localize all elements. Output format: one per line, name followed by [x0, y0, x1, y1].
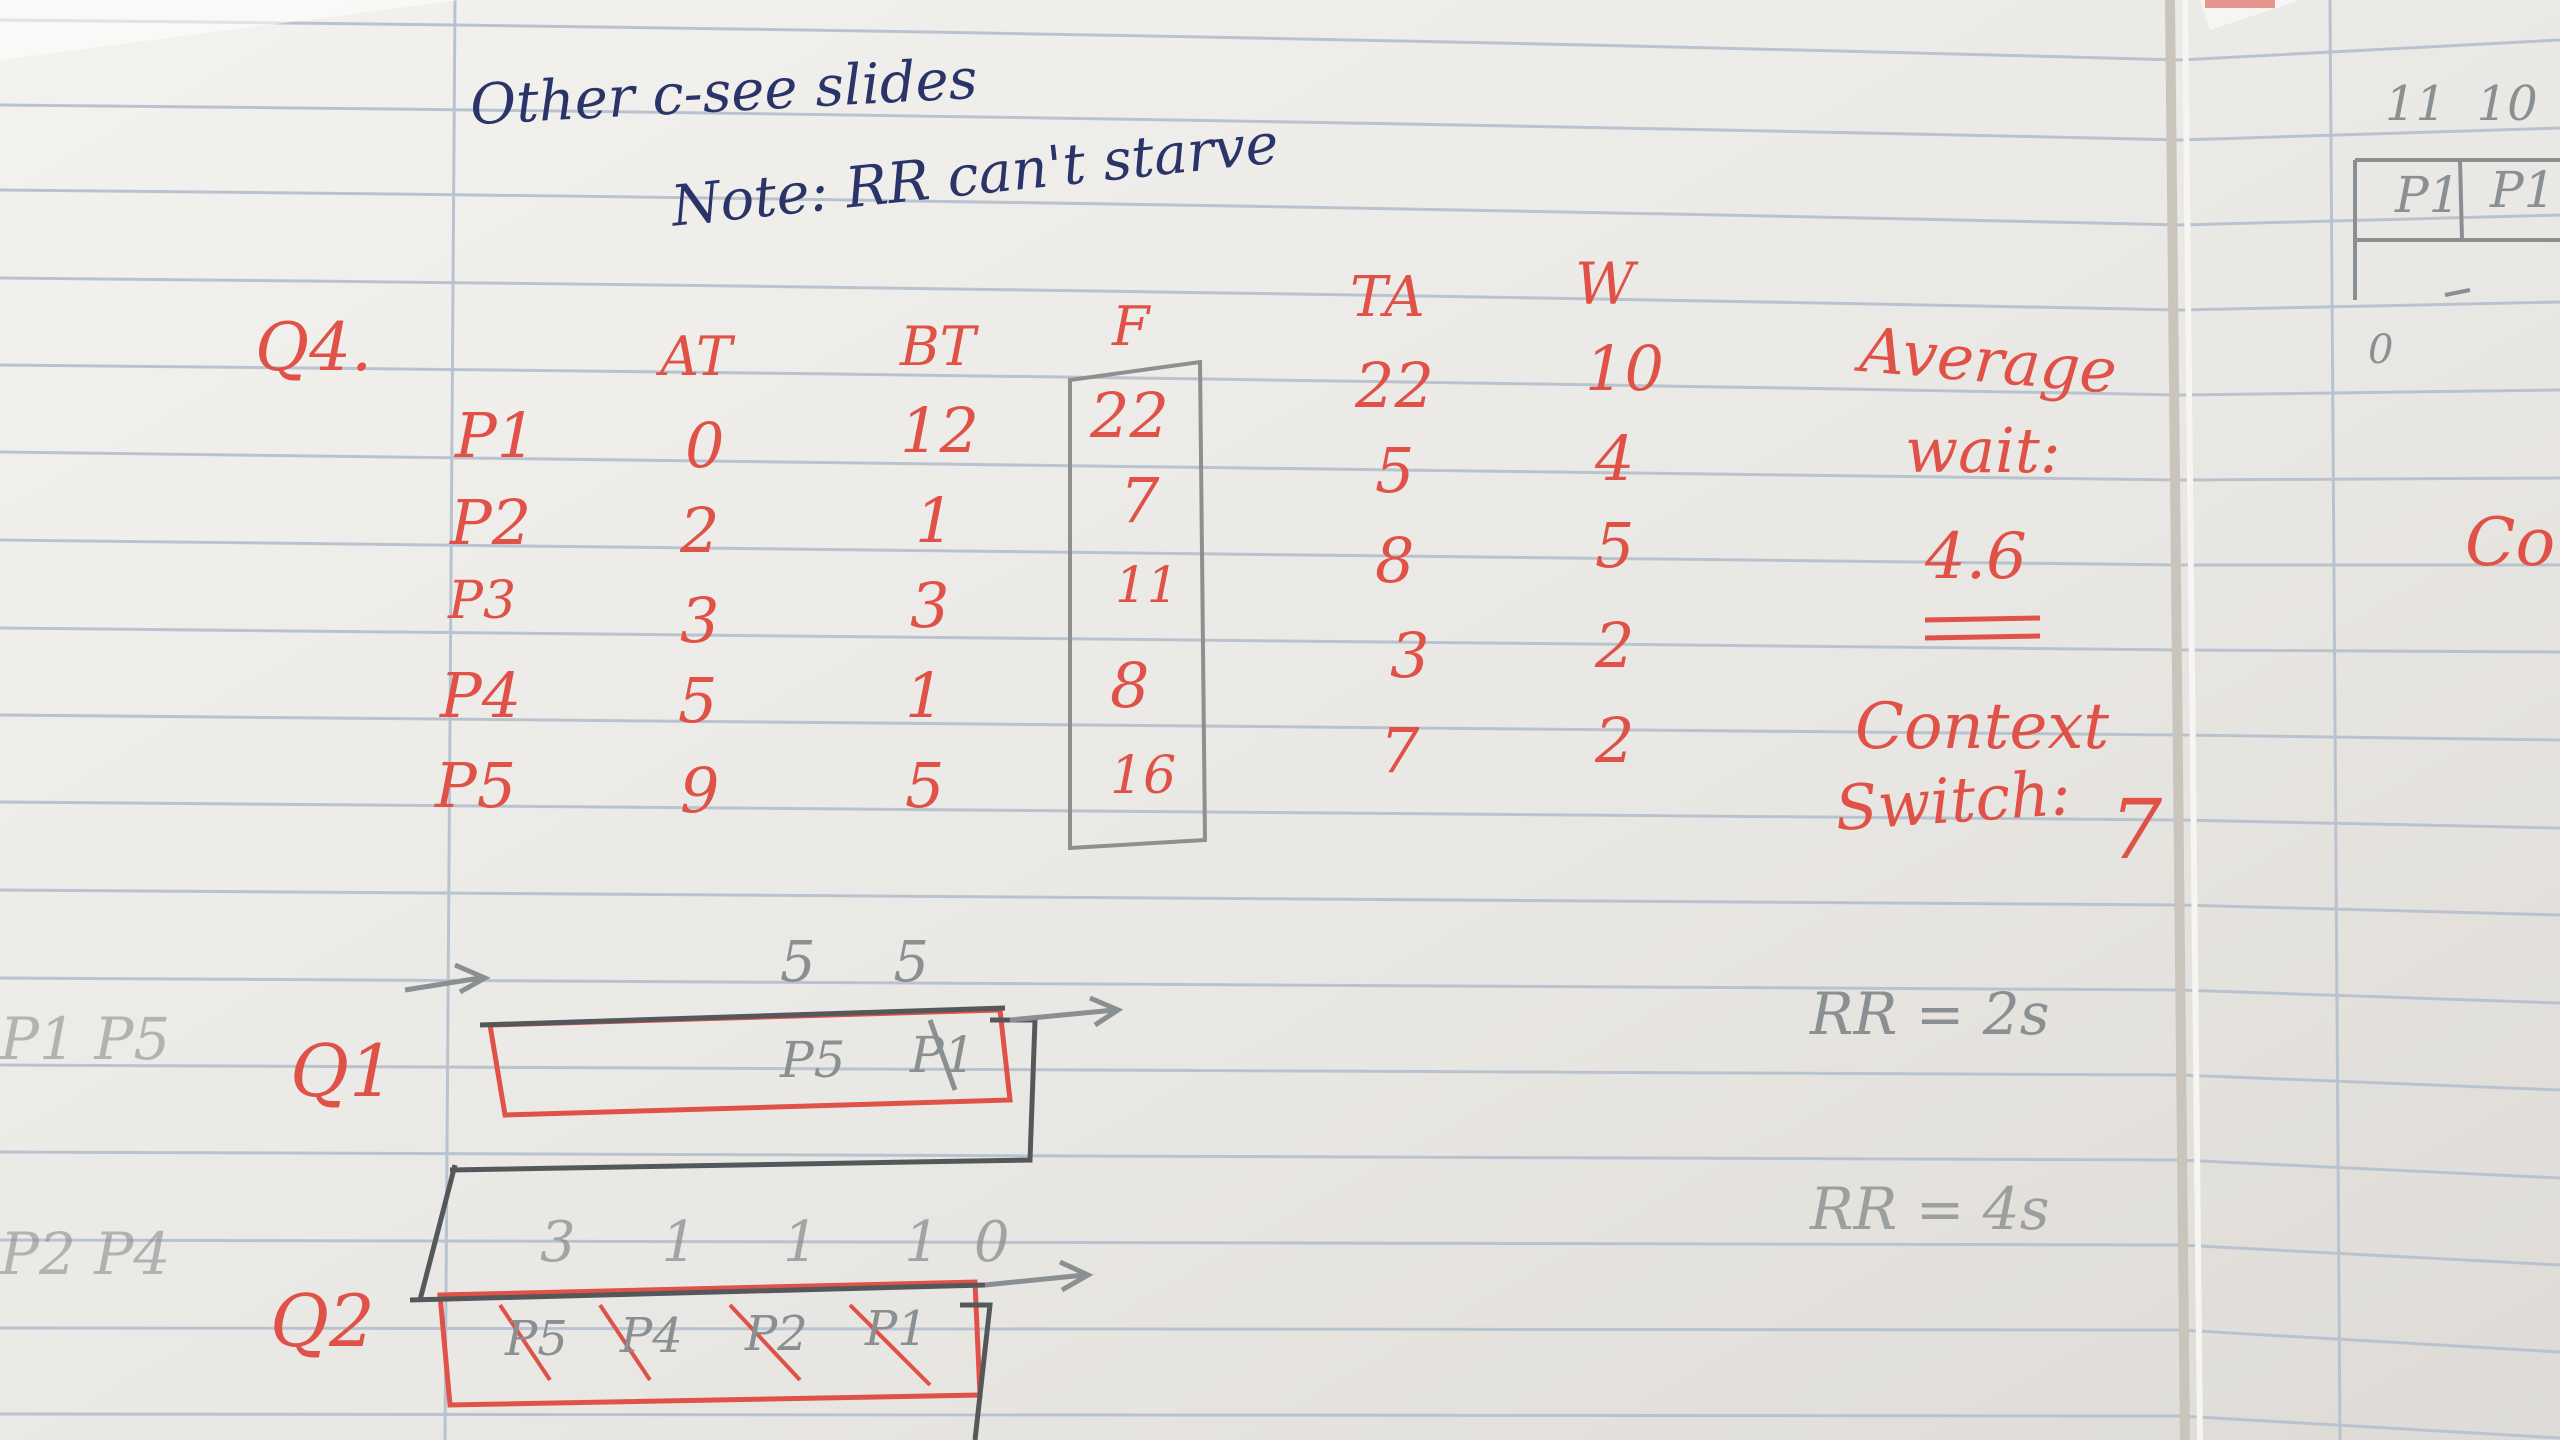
row-p2-ta: 5 — [1375, 434, 1415, 507]
row-p5-ta: 7 — [1380, 714, 1420, 787]
q2-cell-p5: P5 — [505, 1311, 568, 1367]
row-p3-w: 5 — [1595, 509, 1635, 582]
q1-side-note: P1 P5 — [0, 1005, 171, 1073]
row-p1-bt: 12 — [900, 394, 979, 467]
header-ta: TA — [1350, 265, 1425, 330]
row-p1-process: P1 — [455, 399, 537, 472]
right-page-cell-1: P1 — [2395, 166, 2461, 224]
row-p1-f: 22 — [1090, 379, 1169, 452]
q2-side-note: P2 P4 — [0, 1220, 171, 1288]
context-label-1: Context — [1855, 690, 2110, 764]
row-p1-w: 10 — [1585, 332, 1664, 405]
row-p3-ta: 8 — [1375, 524, 1415, 597]
row-p5-bt: 5 — [905, 749, 945, 822]
row-p4-at: 5 — [678, 664, 718, 737]
row-p4-process: P4 — [440, 659, 522, 732]
header-bt: BT — [900, 315, 976, 378]
q1-cell-p1: P1 — [910, 1026, 976, 1084]
row-p4-f: 8 — [1110, 649, 1150, 722]
q2-cell-p4: P4 — [620, 1308, 683, 1364]
q1-top-marks: 5 5 — [780, 930, 960, 995]
right-page-edge-text: Co — [2465, 504, 2556, 581]
rr-quantum-2: RR = 4s — [1810, 1175, 2050, 1243]
rr-quantum-1: RR = 2s — [1810, 980, 2050, 1048]
row-p4-bt: 1 — [905, 659, 945, 732]
note-line-2: Note: RR can't starve — [668, 111, 1282, 240]
average-label-2: wait: — [1905, 414, 2061, 487]
q2-label: Q2 — [270, 1279, 375, 1363]
row-p4-w: 2 — [1595, 609, 1635, 682]
row-p2-bt: 1 — [915, 484, 955, 557]
q2-cell-p2: P2 — [745, 1306, 808, 1362]
row-p2-process: P2 — [450, 486, 532, 559]
row-p2-w: 4 — [1595, 422, 1635, 495]
row-p5-w: 2 — [1595, 704, 1635, 777]
header-at: AT — [660, 325, 733, 388]
note-line-1: Other c-see slides — [468, 46, 979, 139]
row-p3-at: 3 — [680, 584, 720, 657]
row-p5-process: P5 — [435, 749, 517, 822]
q2-cell-p1: P1 — [865, 1301, 928, 1357]
row-p2-f: 7 — [1120, 464, 1160, 537]
row-p1-at: 0 — [685, 409, 725, 482]
question-label: Q4. — [255, 309, 373, 386]
right-page-zero: 0 — [2368, 327, 2394, 373]
q1-label: Q1 — [290, 1029, 395, 1113]
right-page-numbers: 11 10 — [2385, 76, 2538, 132]
row-p3-process: P3 — [448, 571, 517, 631]
row-p4-ta: 3 — [1390, 619, 1430, 692]
row-p3-f: 11 — [1115, 556, 1179, 614]
average-label-1: Average — [1857, 312, 2120, 409]
right-page-cell-2: P1 — [2490, 161, 2556, 219]
q2-top-marks: 3 1 1 10 — [540, 1210, 1044, 1275]
average-value: 4.6 — [1925, 520, 2027, 594]
context-label-2: Switch: — [1832, 755, 2074, 846]
row-p3-bt: 3 — [910, 569, 950, 642]
q1-cell-p5: P5 — [780, 1031, 846, 1089]
row-p1-ta: 22 — [1355, 349, 1434, 422]
row-p2-at: 2 — [680, 494, 720, 567]
row-p5-at: 9 — [680, 754, 720, 827]
row-p5-f: 16 — [1110, 746, 1177, 806]
context-value: 7 — [2110, 783, 2163, 878]
header-w: W — [1575, 250, 1635, 318]
header-f: F — [1112, 295, 1150, 358]
